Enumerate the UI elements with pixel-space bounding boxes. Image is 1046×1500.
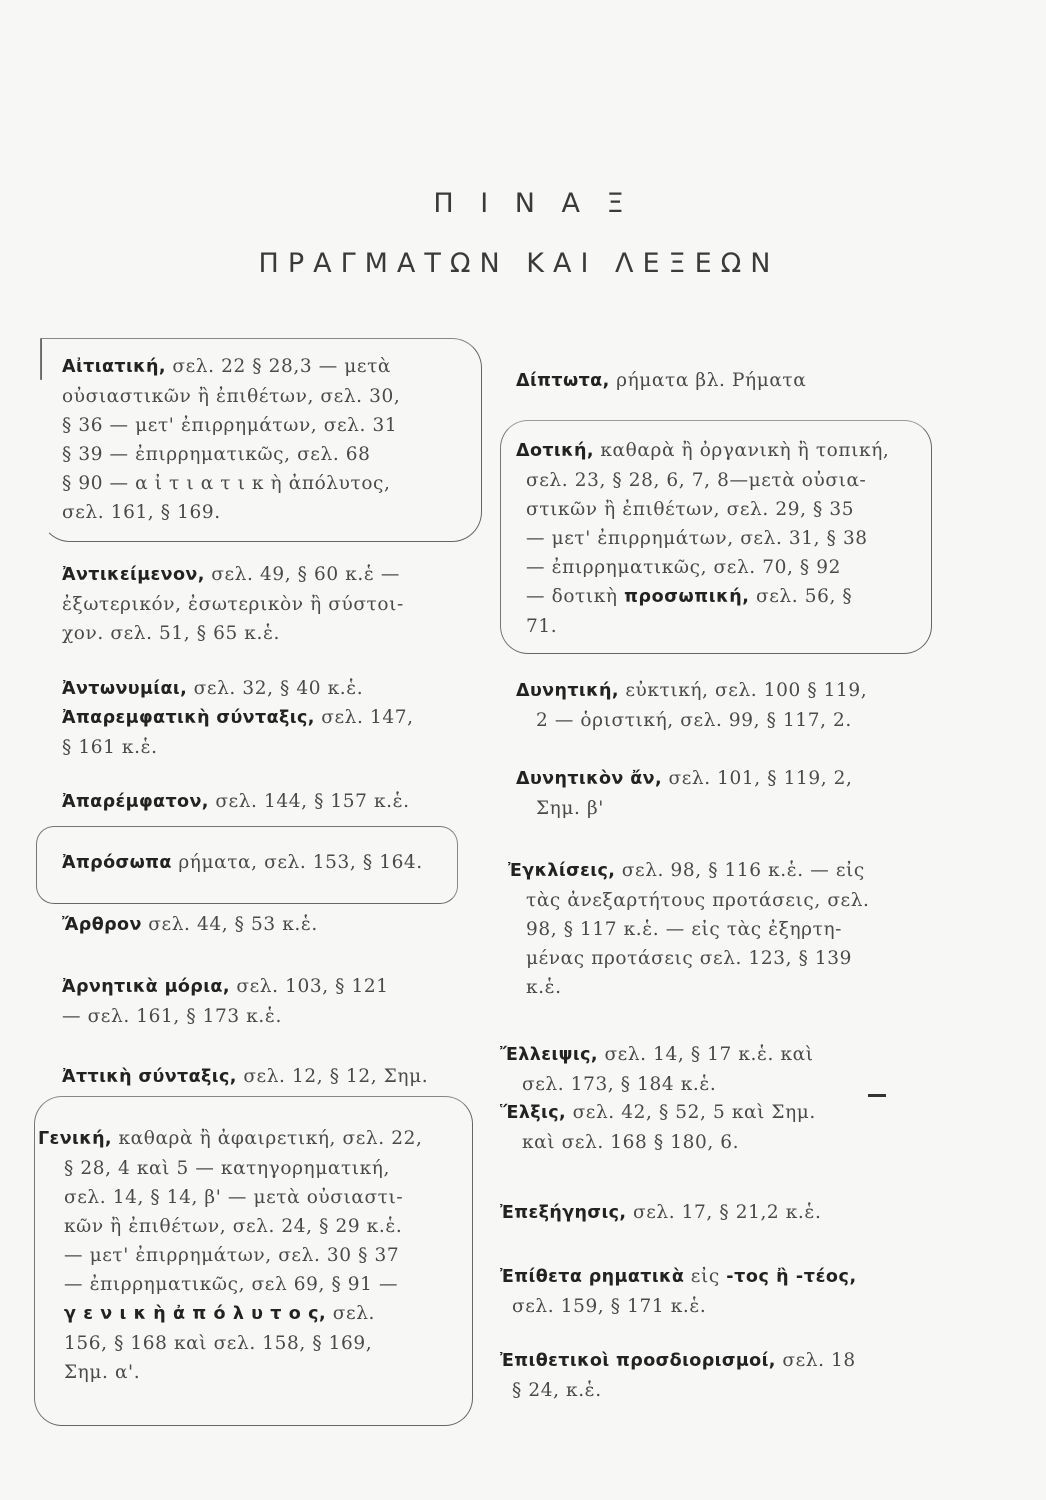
index-entry: Δυνητική, εὐκτική, σελ. 100 § 119, 2 — ὁριστική, σελ. 99, § 117, 2. xyxy=(516,680,868,731)
index-entry: Γενική, καθαρὰ ἢ ἀφαιρετική, σελ. 22, § 28, 4 καὶ 5 — κατηγορηματική, σελ. 14, § 14, β' — μετὰ οὐσιαστι- κῶν ἢ ἐπιθέτων, σελ. 24, § 29 κ.ἑ. — μετ' ἐπιρρημάτων, σελ. 30 § 37 — ἐπιρρηματικῶς, σελ 69, § 91 — γ ε ν ι κ ὴ ἀ π ό λ υ τ ο ς, σελ. 156, § 168 καὶ σελ. 158, § 169, Σημ. α'. xyxy=(38,1128,423,1383)
index-entry: Ἄρθρον σελ. 44, § 53 κ.ἑ. xyxy=(62,914,318,935)
index-entry: Ἀπαρέμφατον, σελ. 144, § 157 κ.ἑ. xyxy=(62,791,410,812)
index-entry: Ἐπίθετα ρηματικὰ εἰς -τος ἢ -τέος, σελ. 159, § 171 κ.ἑ. xyxy=(500,1266,857,1317)
index-entry: Ἀττικὴ σύνταξις, σελ. 12, § 12, Σημ. xyxy=(62,1066,429,1087)
index-entry: Ἀπρόσωπα ρήματα, σελ. 153, § 164. xyxy=(62,852,423,873)
index-entry: Ἀντικείμενον, σελ. 49, § 60 κ.ἑ — ἐξωτερικόν, ἐσωτερικὸν ἢ σύστοι- χον. σελ. 51, § 65 κ.ἑ. xyxy=(62,564,404,644)
index-entry: Ἀρνητικὰ μόρια, σελ. 103, § 121 — σελ. 161, § 173 κ.ἑ. xyxy=(62,976,389,1027)
index-entry: Δυνητικὸν ἄν, σελ. 101, § 119, 2, Σημ. β' xyxy=(516,768,853,819)
index-entry: Ἐπιθετικοὶ προσδιορισμοί, σελ. 18 § 24, κ.ἑ. xyxy=(500,1350,856,1401)
index-entry: Ἐπεξήγησις, σελ. 17, § 21,2 κ.ἑ. xyxy=(500,1202,822,1223)
index-entry: Ἐγκλίσεις, σελ. 98, § 116 κ.ἑ. — εἰς τὰς ἀνεξαρτήτους προτάσεις, σελ. 98, § 117 κ.ἑ. — εἰς τὰς ἐξηρτη- μένας προτάσεις σελ. 123, § 139 κ.ἑ. xyxy=(508,860,870,998)
index-entry: Δίπτωτα, ρήματα βλ. Ρήματα xyxy=(516,370,807,391)
index-entry: Ἀντωνυμίαι, σελ. 32, § 40 κ.ἑ. xyxy=(62,678,364,699)
page-subtitle: ΠΡΑΓΜΑΤΩΝ ΚΑΙ ΛΕΞΕΩΝ xyxy=(258,248,780,279)
index-entry: Ἀπαρεμφατικὴ σύνταξις, σελ. 147, § 161 κ.ἑ. xyxy=(62,707,414,758)
index-entry: Ἕλξις, σελ. 42, § 52, 5 καὶ Σημ. καὶ σελ. 168 § 180, 6. xyxy=(500,1102,816,1153)
index-entry: Δοτική, καθαρὰ ἢ ὀργανικὴ ἢ τοπική, σελ. 23, § 28, 6, 7, 8—μετὰ οὐσια- στικῶν ἢ ἐπιθέτων, σελ. 29, § 35 — μετ' ἐπιρρημάτων, σελ. 31, § 38 — ἐπιρρηματικῶς, σελ. 70, § 92 — δοτικὴ προσωπική, σελ. 56, § 71. xyxy=(516,440,890,637)
page-title: Π Ι Ν Α Ξ xyxy=(433,188,633,219)
index-entry: Ἔλλειψις, σελ. 14, § 17 κ.ἑ. καὶ σελ. 173, § 184 κ.ἑ. xyxy=(500,1044,814,1095)
hand-drawn-box-edge xyxy=(40,338,42,380)
index-entry: Αἰτιατική, σελ. 22 § 28,3 — μετὰ οὐσιαστικῶν ἢ ἐπιθέτων, σελ. 30, § 36 — μετ' ἐπιρρημάτων, σελ. 31 § 39 — ἐπιρρηματικῶς, σελ. 68 § 90 — α ἰ τ ι α τ ι κ ὴ ἀπόλυτος, σελ. 161, § 169. xyxy=(62,356,401,523)
